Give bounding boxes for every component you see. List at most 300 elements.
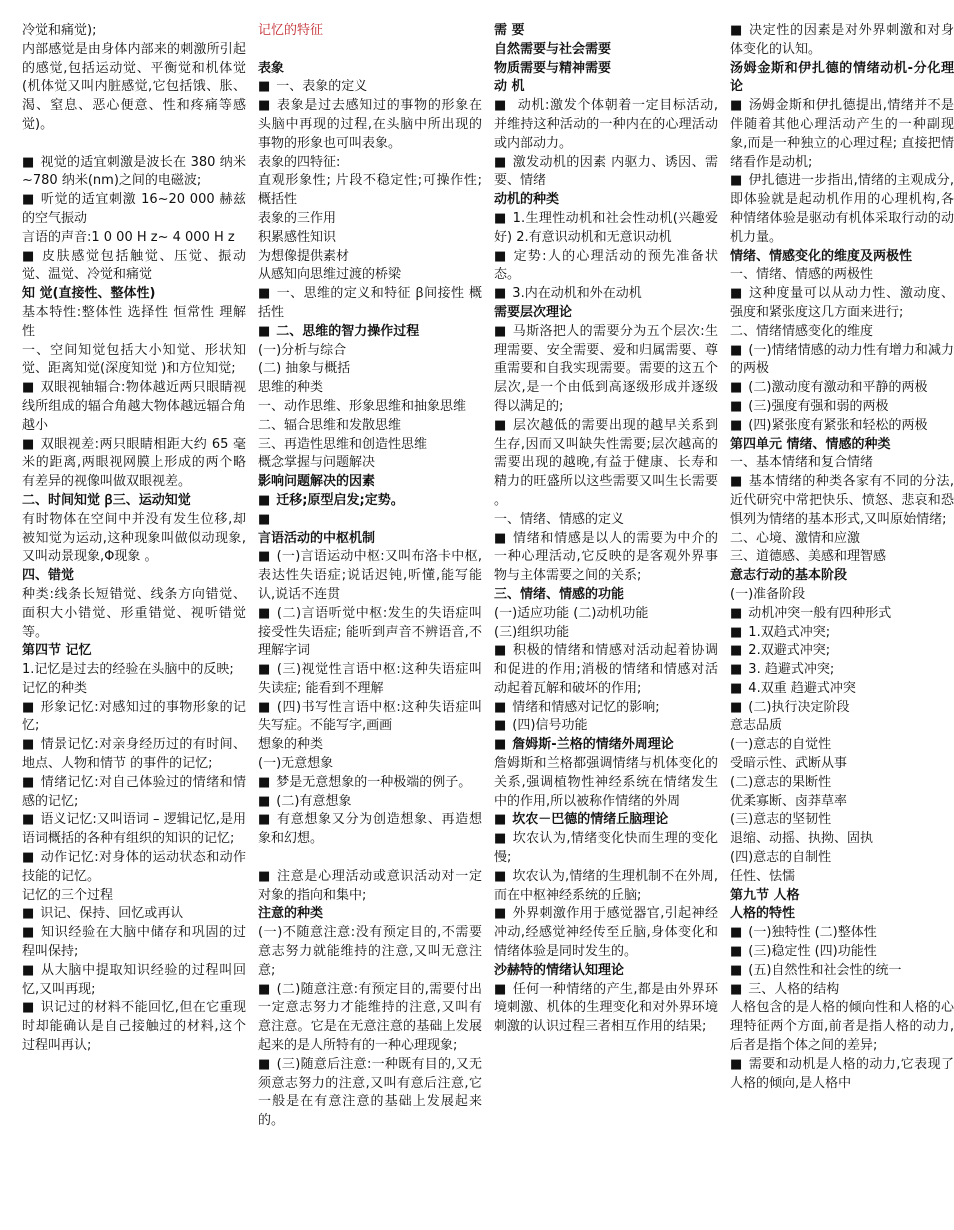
- text-line: [258, 436, 482, 455]
- text-content: 1.双趋式冲突;: [748, 624, 831, 640]
- text-content: (一)情绪情感的动力性有增力和减力的两极: [730, 342, 954, 377]
- bullet-square-icon: ■: [494, 98, 507, 114]
- text-content: 坎农－巴德的情绪丘脑理论: [512, 812, 669, 828]
- text-line: [258, 323, 482, 342]
- text-content: 从大脑中提取知识经验的过程叫回忆,又叫再现;: [22, 962, 246, 997]
- text-content: (一)分析与综合: [258, 342, 347, 358]
- text-content: 情绪记忆:对自己体验过的情绪和情感的记忆;: [22, 774, 246, 809]
- text-line: [730, 642, 954, 661]
- text-content: 二、思维的智力操作过程: [276, 323, 420, 339]
- text-line: [730, 811, 954, 830]
- text-line: [22, 586, 246, 642]
- text-line: [22, 699, 246, 737]
- bullet-square-icon: ■: [258, 286, 271, 302]
- text-line: [730, 22, 954, 60]
- text-line: [730, 417, 954, 436]
- text-line: [258, 379, 482, 398]
- text-line: [258, 210, 482, 229]
- text-content: (三)稳定性 (四)功能性: [748, 944, 877, 960]
- text-content: 退缩、动摇、执拗、固执: [730, 831, 874, 847]
- text-line: [730, 905, 954, 924]
- text-content: (二)言语听觉中枢:发生的失语症叫接受性失语症; 能听到声音不辨语音,不理解字词: [258, 605, 482, 659]
- text-content: (五)自然性和社会性的统一: [748, 962, 902, 978]
- bullet-square-icon: ■: [730, 624, 743, 640]
- text-line: [730, 661, 954, 680]
- text-content: (一)无意想象: [258, 756, 334, 772]
- bullet-square-icon: ■: [258, 98, 271, 114]
- text-content: 言语的声音:1 0 00 H z~ 4 000 H z: [22, 229, 235, 245]
- bullet-square-icon: ■: [730, 680, 743, 696]
- bullet-square-icon: ■: [258, 774, 271, 790]
- text-content: 动作记忆:对身体的运动状态和动作技能的记忆。: [22, 850, 246, 884]
- text-content: (一)言语运动中枢:又叫布洛卡中枢,表达性失语症;说话迟钝,听懂,能写能认,说话不连贯: [258, 549, 483, 602]
- bullet-square-icon: ■: [494, 530, 507, 546]
- text-content: 受暗示性、武断从事: [730, 756, 848, 772]
- column-3: [494, 22, 718, 1212]
- text-content: 情绪和情感是以人的需要为中介的一种心理活动,它反映的是客观外界事物与主体需要之间的关系;: [494, 530, 718, 584]
- text-content: 层次越低的需要出现的越早关系到生存,因而又叫缺失性需要;层次越高的需要出现的越晚,有益于健康、长寿和精力的旺盛所以这些需要又叫生长需要 。: [494, 417, 718, 508]
- text-content: 注意的种类: [258, 906, 324, 922]
- text-content: 沙赫特的情绪认知理论: [494, 962, 625, 978]
- text-line: [730, 398, 954, 417]
- text-content: 动机:激发个体朝着一定目标活动,并维持这种活动的一种内在的心理活动或内部动力。: [494, 98, 718, 151]
- text-line: [258, 774, 482, 793]
- text-line: [494, 417, 718, 511]
- bullet-square-icon: ■: [22, 248, 36, 264]
- text-line: [22, 924, 246, 962]
- text-line: [22, 661, 246, 680]
- bullet-square-icon: ■: [22, 192, 35, 208]
- text-line: [22, 379, 246, 435]
- text-content: 汤姆金斯和伊扎德提出,情绪并不是伴随着其他心理活动产生的一种副现象,而是一种独立的心理过程; 直接把情绪看作是动机;: [730, 98, 954, 170]
- bullet-square-icon: ■: [22, 1000, 35, 1016]
- text-line: [258, 699, 482, 737]
- text-content: 1.生理性动机和社会性动机(兴趣爱好) 2.有意识动机和无意识动机: [494, 210, 718, 245]
- text-content: 内部感觉是由身体内部来的刺激所引起的感觉,包括运动觉、平衡觉和机体觉(机体觉又叫内脏感觉,它包括饿、胀、渴、窒息、恶心便意、性和疼痛等感觉)。: [22, 41, 246, 132]
- bullet-square-icon: ■: [258, 812, 271, 828]
- text-content: 二、时间知觉 ꞵ三、运动知觉: [22, 492, 191, 508]
- text-content: 物质需要与精神需要: [494, 60, 612, 76]
- text-line: [494, 78, 718, 97]
- text-content: (四)信号功能: [512, 718, 588, 734]
- text-content: 第四节 记忆: [22, 643, 92, 659]
- text-content: 一、基本情绪和复合情绪: [730, 455, 874, 471]
- text-line: [730, 266, 954, 285]
- text-line: [494, 511, 718, 530]
- bullet-square-icon: ■: [258, 981, 271, 997]
- text-line: [22, 736, 246, 774]
- text-line: [258, 41, 482, 60]
- text-line: [494, 717, 718, 736]
- text-content: 基本特性:整体性 选择性 恒常性 理解性: [22, 304, 246, 339]
- text-line: [730, 172, 954, 247]
- text-content: 表象是过去感知过的事物的形象在头脑中再现的过程,在头脑中所出现的事物的形象也可叫表象。: [258, 98, 482, 151]
- text-line: [494, 530, 718, 586]
- text-line: [22, 811, 246, 849]
- text-line: [730, 97, 954, 172]
- text-line: [258, 97, 482, 153]
- text-content: (四)紧张度有紧张和轻松的两极: [748, 417, 928, 433]
- text-line: [258, 868, 482, 906]
- text-content: 动机的种类: [494, 192, 560, 208]
- text-line: [258, 266, 482, 285]
- text-line: [22, 905, 246, 924]
- text-line: [730, 736, 954, 755]
- text-content: 一、思维的定义和特征 ꞵ间接性 概括性: [258, 286, 482, 320]
- text-content: 表象的四特征:: [258, 154, 341, 170]
- text-line: [494, 97, 718, 153]
- bullet-square-icon: ■: [730, 643, 743, 659]
- text-content: 想象的种类: [258, 737, 324, 753]
- bullet-square-icon: ■: [494, 417, 507, 433]
- text-content: 需 要: [494, 23, 525, 38]
- text-line: [494, 60, 718, 79]
- text-line: [258, 605, 482, 661]
- text-line: [22, 849, 246, 887]
- text-line: [730, 981, 954, 1000]
- text-content: 詹姆斯和兰格都强调情绪与机体变化的关系,强调植物性神经系统在情绪发生中的作用,所以被称作情绪的外周: [494, 756, 718, 809]
- text-content: 二、情绪情感变化的维度: [730, 323, 874, 339]
- text-content: 视觉的适宜刺激是波长在 380 纳米~780 纳米(nm)之间的电磁波;: [22, 154, 246, 189]
- text-line: [22, 135, 246, 154]
- text-line: [730, 755, 954, 774]
- text-line: [730, 248, 954, 267]
- text-content: 三、道德感、美感和理智感: [730, 549, 887, 565]
- text-content: (一)意志的自觉性: [730, 737, 832, 753]
- text-content: 动机冲突一般有四种形式: [748, 605, 892, 621]
- text-line: [730, 680, 954, 699]
- text-line: [494, 154, 718, 192]
- text-content: 为想像提供素材: [258, 248, 350, 264]
- column-2: [258, 22, 482, 1212]
- bullet-square-icon: ■: [22, 850, 35, 866]
- bullet-square-icon: ■: [494, 248, 508, 264]
- text-content: 外界刺激作用于感觉器官,引起神经冲动,经感觉神经传至丘脑,身体变化和情绪体验是同时发生的。: [494, 906, 718, 960]
- bullet-square-icon: ■: [22, 962, 35, 978]
- text-line: [730, 567, 954, 586]
- bullet-square-icon: ■: [22, 154, 35, 170]
- text-line: [494, 868, 718, 906]
- text-content: 詹姆斯-兰格的情绪外周理论: [512, 737, 674, 753]
- text-line: [22, 642, 246, 661]
- bullet-square-icon: ■: [494, 981, 507, 997]
- text-line: [494, 304, 718, 323]
- text-line: [730, 605, 954, 624]
- text-line: [258, 154, 482, 173]
- text-content: 梦是无意想象的一种极端的例子。: [276, 774, 472, 790]
- text-content: 双眼视轴辐合:物体越近两只眼睛视线所组成的辐合角越大物体越远辐合角越小: [22, 380, 246, 433]
- text-line: [22, 962, 246, 1000]
- bullet-square-icon: ■: [22, 699, 35, 715]
- bullet-square-icon: ■: [730, 662, 743, 678]
- bullet-square-icon: ■: [730, 286, 743, 302]
- text-line: [258, 530, 482, 549]
- text-content: 表象的三作用: [258, 210, 337, 226]
- bullet-square-icon: ■: [730, 925, 743, 941]
- text-line: [730, 548, 954, 567]
- text-content: 注意是心理活动或意识活动对一定对象的指向和集中;: [258, 868, 482, 903]
- bullet-square-icon: ■: [258, 79, 271, 95]
- text-content: 种类:线条长短错觉、线条方向错觉、面积大小错觉、形重错觉、视听错觉等。: [22, 586, 246, 640]
- text-line: [730, 60, 954, 98]
- text-content: 第九节 人格: [730, 887, 800, 903]
- text-content: (二) 抽象与概括: [258, 361, 351, 377]
- text-line: [258, 981, 482, 1056]
- text-content: 一、空间知觉包括大小知觉、形状知觉、距离知觉(深度知觉 )和方位知觉;: [22, 342, 246, 377]
- bullet-square-icon: ■: [730, 699, 743, 715]
- text-line: [494, 586, 718, 605]
- text-line: [494, 248, 718, 286]
- text-line: [494, 285, 718, 304]
- text-content: 第四单元 情绪、情感的种类: [730, 436, 891, 452]
- bullet-square-icon: ■: [258, 1056, 271, 1072]
- text-content: (二)随意注意:有预定目的,需要付出一定意志努力才能维持的注意,又叫有意注意。它是在无意注意的基础上发展起来的是人所特有的一种心理现象;: [258, 981, 483, 1054]
- text-line: [494, 830, 718, 868]
- bullet-square-icon: ■: [494, 154, 507, 170]
- text-line: [258, 398, 482, 417]
- bullet-square-icon: ■: [22, 906, 35, 922]
- text-line: [258, 60, 482, 79]
- text-line: [258, 661, 482, 699]
- text-line: [258, 905, 482, 924]
- text-content: 二、辐合思维和发散思维: [258, 417, 402, 433]
- text-line: [494, 22, 718, 41]
- text-content: (三)随意后注意:一种既有目的,又无须意志努力的注意,又叫有意后注意,它一般是在有意注意的基础上发展起来的。: [258, 1056, 483, 1129]
- bullet-square-icon: ■: [730, 605, 743, 621]
- text-content: 定势:人的心理活动的预先准备状态。: [494, 248, 718, 283]
- text-line: [22, 774, 246, 812]
- bullet-square-icon: ■: [730, 944, 743, 960]
- text-content: 一、情绪、情感的两极性: [730, 267, 874, 283]
- text-line: [730, 1056, 954, 1094]
- text-content: 汤姆金斯和伊扎德的情绪动机-分化理论: [730, 60, 954, 95]
- bullet-square-icon: ■: [730, 98, 743, 114]
- text-line: [258, 473, 482, 492]
- text-content: 坎农认为,情绪变化快而生理的变化慢;: [494, 831, 718, 866]
- text-line: [730, 454, 954, 473]
- text-content: 四、错觉: [22, 568, 75, 584]
- text-content: 情绪和情感对记忆的影响;: [512, 699, 660, 715]
- text-line: [730, 473, 954, 529]
- text-line: [494, 981, 718, 1037]
- text-line: [22, 567, 246, 586]
- text-line: [730, 342, 954, 380]
- text-content: 决定性的因素是对外界刺激和对身体变化的认知。: [730, 23, 954, 57]
- bullet-square-icon: ■: [258, 323, 271, 339]
- text-line: [22, 680, 246, 699]
- text-line: [494, 811, 718, 830]
- text-line: [258, 342, 482, 361]
- bullet-square-icon: ■: [258, 868, 271, 884]
- text-line: [258, 172, 482, 210]
- text-content: (二)意志的果断性: [730, 774, 832, 790]
- text-line: [22, 285, 246, 304]
- text-content: 双眼视差:两只眼睛相距大约 65 毫米的距离,两眼视网膜上形成的两个略有差异的视像叫做双眼视差。: [22, 436, 246, 490]
- bullet-square-icon: ■: [730, 398, 743, 414]
- text-line: [494, 699, 718, 718]
- text-content: (四)书写性言语中枢:这种失语症叫失写症。不能写字,画画: [258, 699, 482, 734]
- text-line: [494, 962, 718, 981]
- bullet-square-icon: ■: [494, 737, 507, 753]
- text-line: [22, 511, 246, 567]
- text-line: [730, 379, 954, 398]
- text-content: (三)视觉性言语中枢:这种失语症叫失读症; 能看到不理解: [258, 662, 482, 696]
- text-content: 积极的情绪和情感对活动起着协调和促进的作用;消极的情绪和情感对活动起着瓦解和破坏的作用;: [494, 643, 718, 696]
- text-content: 记忆的三个过程: [22, 887, 114, 903]
- bullet-square-icon: ■: [494, 643, 507, 659]
- text-content: (四)意志的自制性: [730, 850, 832, 866]
- text-line: [22, 191, 246, 229]
- text-content: 三、情绪、情感的功能: [494, 586, 625, 602]
- text-content: 有意想象又分为创造想象、再造想象和幻想。: [258, 812, 482, 847]
- bullet-square-icon: ■: [22, 925, 35, 941]
- text-line: [258, 755, 482, 774]
- text-content: 需要和动机是人格的动力,它表现了人格的倾向,是人格中: [730, 1056, 954, 1091]
- text-line: [22, 436, 246, 492]
- text-content: 一、表象的定义: [276, 79, 368, 95]
- text-line: [494, 755, 718, 811]
- text-line: [22, 229, 246, 248]
- text-line: [22, 342, 246, 380]
- text-line: [258, 849, 482, 868]
- text-content: 从感知向思维过渡的桥梁: [258, 267, 402, 283]
- text-line: [258, 229, 482, 248]
- text-content: (一)准备阶段: [730, 586, 806, 602]
- text-content: 4.双重 趋避式冲突: [748, 680, 856, 696]
- bullet-square-icon: ■: [258, 511, 271, 527]
- text-line: [730, 868, 954, 887]
- bullet-square-icon: ■: [258, 699, 271, 715]
- text-content: 任何一种情绪的产生,都是由外界环境刺激、机体的生理变化和对外界环境刺激的认识过程三者相互作用的结果;: [494, 981, 718, 1035]
- bullet-square-icon: ■: [22, 774, 35, 790]
- text-content: (三)组织功能: [494, 624, 570, 640]
- text-content: 马斯洛把人的需要分为五个层次:生理需要、安全需要、爱和归属需要、尊重需要和自我实现需要。需要的这五个层次,是一个由低到高逐级形成并逐级得以满足的;: [494, 323, 718, 414]
- bullet-square-icon: ■: [730, 474, 743, 490]
- bullet-square-icon: ■: [494, 323, 507, 339]
- text-content: 2.双避式冲突;: [748, 643, 831, 659]
- text-line: [730, 924, 954, 943]
- text-content: 基本情绪的种类各家有不同的分法,近代研究中常把快乐、愤怒、悲哀和恐惧列为情绪的基本形式,又叫原始情绪;: [730, 474, 954, 527]
- text-content: 记忆的特征: [258, 23, 324, 38]
- text-content: 这种度量可以从动力性、激动度、强度和紧张度这几方面来进行;: [730, 286, 954, 320]
- bullet-square-icon: ■: [730, 342, 743, 358]
- text-line: [730, 999, 954, 1055]
- text-content: 1.记忆是过去的经验在头脑中的反映;: [22, 662, 234, 678]
- text-line: [258, 511, 482, 530]
- text-content: 表象: [258, 60, 285, 76]
- text-content: 需要层次理论: [494, 304, 573, 320]
- text-content: 三、人格的结构: [748, 981, 840, 997]
- text-content: 识记、保持、回忆或再认: [40, 906, 184, 922]
- text-line: [22, 887, 246, 906]
- bullet-square-icon: ■: [494, 831, 507, 847]
- text-content: 伊扎德进一步指出,情绪的主观成分,即体验就是起动机作用的心理机构,各种情绪体验是驱动有机体采取行动的动机力量。: [730, 173, 954, 245]
- text-content: 人格包含的是人格的倾向性和人格的心理特征两个方面,前者是指人格的动力,后者是指个体之间的差异;: [730, 1000, 954, 1054]
- text-content: 三、再造性思维和创造性思维: [258, 436, 428, 452]
- text-line: [258, 1056, 482, 1131]
- text-line: [494, 605, 718, 624]
- text-content: (一)不随意注意:没有预定目的,不需要意志努力就能维持的注意,又叫无意注意;: [258, 925, 482, 978]
- text-line: [730, 849, 954, 868]
- text-line: [22, 999, 246, 1055]
- text-line: [730, 530, 954, 549]
- bullet-square-icon: ■: [730, 1056, 743, 1072]
- bullet-square-icon: ■: [494, 210, 507, 226]
- bullet-square-icon: ■: [258, 793, 271, 809]
- text-content: 激发动机的因素 内驱力、诱因、需要、情绪: [494, 154, 718, 189]
- text-line: [258, 285, 482, 323]
- text-content: 知 觉(直接性、整体性): [22, 286, 156, 302]
- bullet-square-icon: ■: [730, 981, 743, 997]
- text-line: [730, 436, 954, 455]
- text-line: [730, 699, 954, 718]
- text-line: [730, 774, 954, 793]
- text-content: 积累感性知识: [258, 229, 337, 245]
- bullet-square-icon: ■: [494, 906, 507, 922]
- text-line: [258, 548, 482, 604]
- text-line: [730, 830, 954, 849]
- bullet-square-icon: ■: [258, 662, 271, 678]
- text-line: [258, 454, 482, 473]
- text-line: [258, 492, 482, 511]
- text-content: 动 机: [494, 79, 525, 95]
- bullet-square-icon: ■: [730, 962, 743, 978]
- text-line: [258, 417, 482, 436]
- text-line: [22, 492, 246, 511]
- bullet-square-icon: ■: [22, 380, 35, 396]
- bullet-square-icon: ■: [22, 436, 35, 452]
- bullet-square-icon: ■: [258, 492, 271, 508]
- text-content: 意志行动的基本阶段: [730, 568, 848, 584]
- text-content: 一、动作思维、形象思维和抽象思维: [258, 398, 467, 414]
- text-content: 意志品质: [730, 718, 783, 734]
- text-content: 识记过的材料不能回忆,但在它重现时却能确认是自己接触过的材料,这个过程叫再认;: [22, 1000, 246, 1054]
- bullet-square-icon: ■: [730, 173, 743, 189]
- bullet-square-icon: ■: [22, 737, 35, 753]
- text-line: [730, 323, 954, 342]
- text-line: [494, 323, 718, 417]
- text-content: 言语活动的中枢机制: [258, 530, 376, 546]
- text-content: 一、情绪、情感的定义: [494, 511, 625, 527]
- text-line: [22, 248, 246, 286]
- text-content: 概念掌握与问题解决: [258, 455, 376, 471]
- text-content: 情绪、情感变化的维度及两极性: [730, 248, 913, 264]
- text-line: [730, 586, 954, 605]
- text-content: (一)独特性 (二)整体性: [748, 925, 877, 941]
- text-content: 听觉的适宜刺激 16~20 000 赫兹的空气振动: [22, 192, 246, 226]
- text-line: [730, 624, 954, 643]
- text-line: [494, 905, 718, 961]
- document-page: [22, 22, 954, 1212]
- text-content: 任性、怯懦: [730, 868, 796, 884]
- text-line: [258, 736, 482, 755]
- bullet-square-icon: ■: [494, 286, 507, 302]
- text-line: [730, 793, 954, 812]
- text-line: [730, 285, 954, 323]
- text-line: [258, 78, 482, 97]
- text-content: 思维的种类: [258, 380, 324, 396]
- text-content: 自然需要与社会需要: [494, 41, 612, 57]
- text-line: [258, 248, 482, 267]
- column-4: [730, 22, 954, 1212]
- text-content: 迁移;原型启发;定势。: [276, 492, 404, 508]
- text-line: [258, 360, 482, 379]
- bullet-square-icon: ■: [494, 718, 507, 734]
- text-line: [494, 41, 718, 60]
- text-content: 语义记忆:又叫语词 – 逻辑记忆,是用语词概括的各种有组织的知识的记忆;: [22, 812, 246, 847]
- text-content: (一)适应功能 (二)动机功能: [494, 605, 649, 621]
- text-content: 直观形象性; 片段不稳定性;可操作性; 概括性: [258, 173, 482, 208]
